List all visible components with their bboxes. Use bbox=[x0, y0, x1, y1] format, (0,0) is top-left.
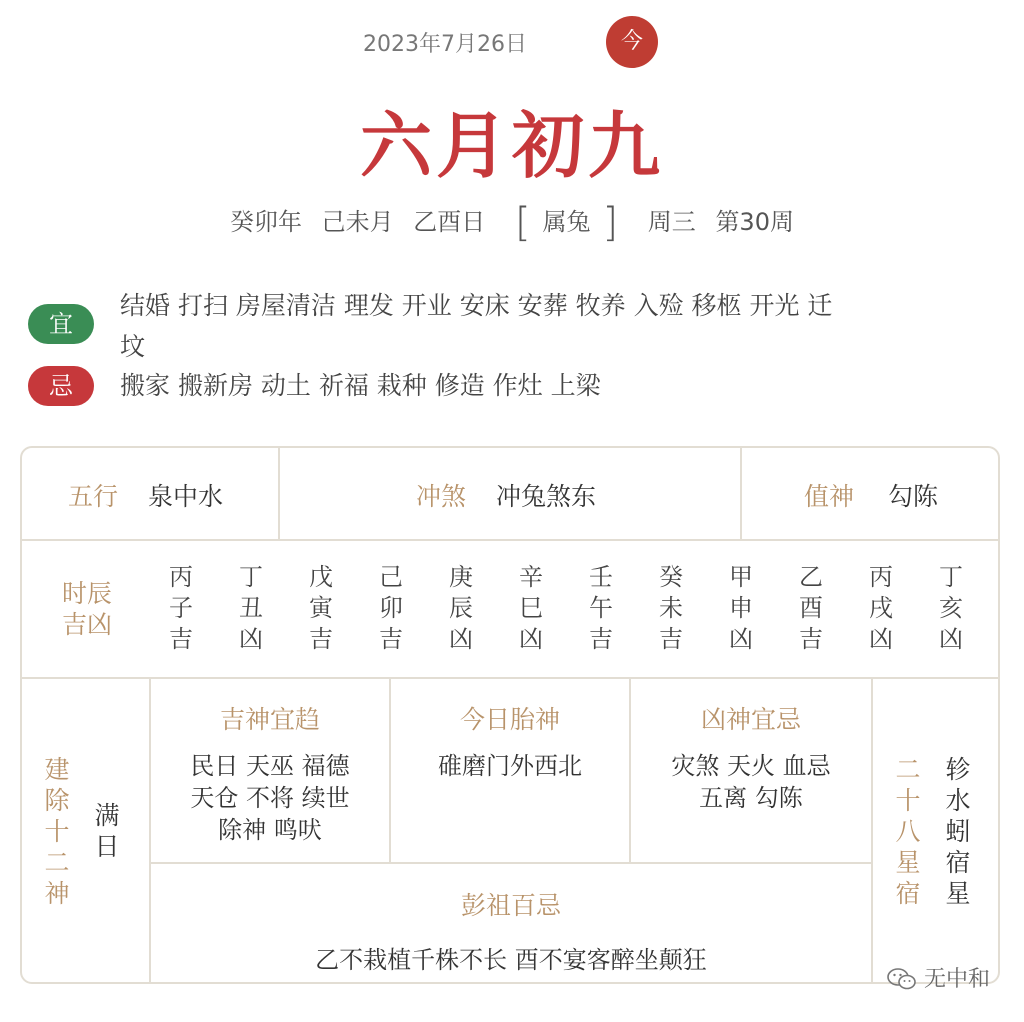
hour-column bbox=[306, 562, 336, 655]
watermark bbox=[887, 962, 990, 993]
hour-column bbox=[446, 562, 476, 655]
xiu-value-char: 宿 bbox=[945, 848, 971, 877]
weekday: 周三 bbox=[647, 208, 696, 236]
hour-fortune: 凶 bbox=[449, 625, 473, 653]
jianchu-value-char: 满 bbox=[94, 801, 120, 830]
yi-badge: 宜 bbox=[28, 304, 94, 344]
hour-fortune: 吉 bbox=[169, 625, 193, 653]
hour-fortune: 凶 bbox=[239, 625, 263, 653]
hour-char: 甲 bbox=[729, 563, 753, 591]
xiu-label bbox=[893, 754, 923, 909]
chongsha-cell bbox=[416, 477, 596, 513]
table-divider bbox=[278, 448, 280, 539]
hour-column bbox=[796, 562, 826, 655]
taishen-cell bbox=[391, 700, 629, 782]
wechat-icon bbox=[887, 968, 917, 990]
hour-column bbox=[656, 562, 686, 655]
hour-char: 申 bbox=[729, 594, 753, 622]
hour-char: 戊 bbox=[309, 563, 333, 591]
zodiac-label: 属兔 bbox=[542, 208, 591, 236]
zhishen-label: 值神 bbox=[804, 482, 855, 511]
hour-char: 未 bbox=[659, 594, 683, 622]
jianchu-char: 建 bbox=[44, 755, 70, 784]
jishen-line: 除神 鸣吠 bbox=[218, 816, 322, 844]
hour-fortune: 吉 bbox=[309, 625, 333, 653]
table-divider bbox=[871, 679, 873, 982]
jianchu-label bbox=[42, 754, 72, 909]
jianchu-char: 除 bbox=[44, 786, 70, 815]
xiongshen-line: 灾煞 天火 血忌 bbox=[671, 752, 831, 780]
chongsha-label: 冲煞 bbox=[416, 482, 467, 511]
hour-char: 庚 bbox=[449, 563, 473, 591]
jishen-label: 吉神宜趋 bbox=[219, 705, 320, 734]
hour-char: 酉 bbox=[799, 594, 823, 622]
xiongshen-list bbox=[631, 750, 871, 814]
zhishen-cell bbox=[804, 477, 938, 513]
hour-char: 卯 bbox=[379, 594, 403, 622]
hour-char: 辰 bbox=[449, 594, 473, 622]
hour-char: 子 bbox=[169, 594, 193, 622]
hours-label-line: 吉凶 bbox=[62, 610, 113, 639]
hour-char: 丙 bbox=[169, 563, 193, 591]
ganzhi-month: 己未月 bbox=[321, 208, 394, 236]
hour-column bbox=[236, 562, 266, 655]
watermark-text: 无中和 bbox=[923, 967, 990, 992]
hour-char: 午 bbox=[589, 594, 613, 622]
hour-fortune: 吉 bbox=[379, 625, 403, 653]
zhishen-value: 勾陈 bbox=[887, 482, 938, 511]
ganzhi-year: 癸卯年 bbox=[230, 208, 303, 236]
jianchu-value bbox=[92, 800, 122, 862]
xiu-label-char: 宿 bbox=[895, 879, 921, 908]
hour-column bbox=[376, 562, 406, 655]
hour-char: 寅 bbox=[309, 594, 333, 622]
jianchu-char: 二 bbox=[44, 848, 70, 877]
hour-char: 丑 bbox=[239, 594, 263, 622]
taishen-label: 今日胎神 bbox=[459, 705, 560, 734]
hour-char: 丙 bbox=[869, 563, 893, 591]
xiu-value-char: 蚓 bbox=[945, 817, 971, 846]
hour-char: 壬 bbox=[589, 563, 613, 591]
hour-fortune: 凶 bbox=[869, 625, 893, 653]
wuxing-value: 泉中水 bbox=[147, 482, 223, 511]
ji-list: 搬家 搬新房 动土 祈福 栽种 修造 作灶 上梁 bbox=[120, 371, 601, 400]
hour-char: 丁 bbox=[939, 563, 963, 591]
jianchu-char: 十 bbox=[44, 817, 70, 846]
table-divider bbox=[740, 448, 742, 539]
today-button[interactable]: 今 bbox=[606, 16, 658, 68]
taishen-value: 碓磨门外西北 bbox=[438, 752, 582, 780]
xiu-label-char: 八 bbox=[895, 817, 921, 846]
xiu-value-char: 轸 bbox=[945, 755, 971, 784]
hour-char: 乙 bbox=[799, 563, 823, 591]
lunar-date: 六月初九 bbox=[359, 103, 664, 188]
pengzu-label: 彭祖百忌 bbox=[460, 891, 561, 920]
hour-fortune: 吉 bbox=[589, 625, 613, 653]
xiongshen-label: 凶神宜忌 bbox=[700, 705, 801, 734]
jishen-cell bbox=[151, 700, 389, 846]
jishen-list bbox=[151, 750, 389, 846]
hour-column bbox=[516, 562, 546, 655]
hour-column bbox=[866, 562, 896, 655]
pengzu-cell bbox=[151, 886, 871, 975]
table-divider bbox=[151, 862, 871, 864]
hour-column bbox=[936, 562, 966, 655]
ganzhi-day: 乙酉日 bbox=[413, 208, 486, 236]
xiu-value-char: 星 bbox=[945, 879, 971, 908]
yi-list: 结婚 打扫 房屋清洁 理发 开业 安床 安葬 牧养 入殓 移柩 开光 迁坟 bbox=[120, 291, 833, 361]
hour-char: 亥 bbox=[939, 594, 963, 622]
jianchu-value-char: 日 bbox=[94, 832, 120, 861]
hour-fortune: 吉 bbox=[659, 625, 683, 653]
solar-date: 2023年7月26日 bbox=[363, 32, 527, 57]
hour-char: 己 bbox=[379, 563, 403, 591]
hour-column bbox=[726, 562, 756, 655]
hour-fortune: 凶 bbox=[939, 625, 963, 653]
ganzhi-row bbox=[0, 200, 1024, 246]
hour-char: 癸 bbox=[659, 563, 683, 591]
hour-char: 辛 bbox=[519, 563, 543, 591]
xiu-value bbox=[943, 754, 973, 909]
hour-fortune: 凶 bbox=[519, 625, 543, 653]
hour-char: 戌 bbox=[869, 594, 893, 622]
xiongshen-line: 五离 勾陈 bbox=[699, 784, 803, 812]
wuxing-label: 五行 bbox=[68, 482, 119, 511]
hours-label bbox=[62, 578, 112, 640]
table-divider bbox=[21, 539, 999, 541]
hour-fortune: 吉 bbox=[799, 625, 823, 653]
wuxing-cell bbox=[68, 477, 223, 513]
chongsha-value: 冲兔煞东 bbox=[495, 482, 596, 511]
week-number: 第30周 bbox=[715, 208, 794, 236]
hour-char: 巳 bbox=[519, 594, 543, 622]
xiongshen-cell bbox=[631, 700, 871, 814]
table-divider bbox=[21, 677, 999, 679]
hour-char: 丁 bbox=[239, 563, 263, 591]
jishen-line: 民日 天巫 福德 bbox=[190, 752, 350, 780]
hours-label-line: 时辰 bbox=[62, 579, 113, 608]
ji-badge: 忌 bbox=[28, 366, 94, 406]
jishen-line: 天仓 不将 续世 bbox=[190, 784, 350, 812]
hour-fortune: 凶 bbox=[729, 625, 753, 653]
xiu-label-char: 星 bbox=[895, 848, 921, 877]
zodiac-tag: [ 属兔 ] bbox=[514, 200, 619, 246]
xiu-value-char: 水 bbox=[945, 786, 971, 815]
hour-column bbox=[586, 562, 616, 655]
jianchu-char: 神 bbox=[44, 879, 70, 908]
pengzu-value: 乙不栽植千株不长 酉不宴客醉坐颠狂 bbox=[315, 946, 707, 974]
hour-column bbox=[166, 562, 196, 655]
xiu-label-char: 二 bbox=[895, 755, 921, 784]
xiu-label-char: 十 bbox=[895, 786, 921, 815]
